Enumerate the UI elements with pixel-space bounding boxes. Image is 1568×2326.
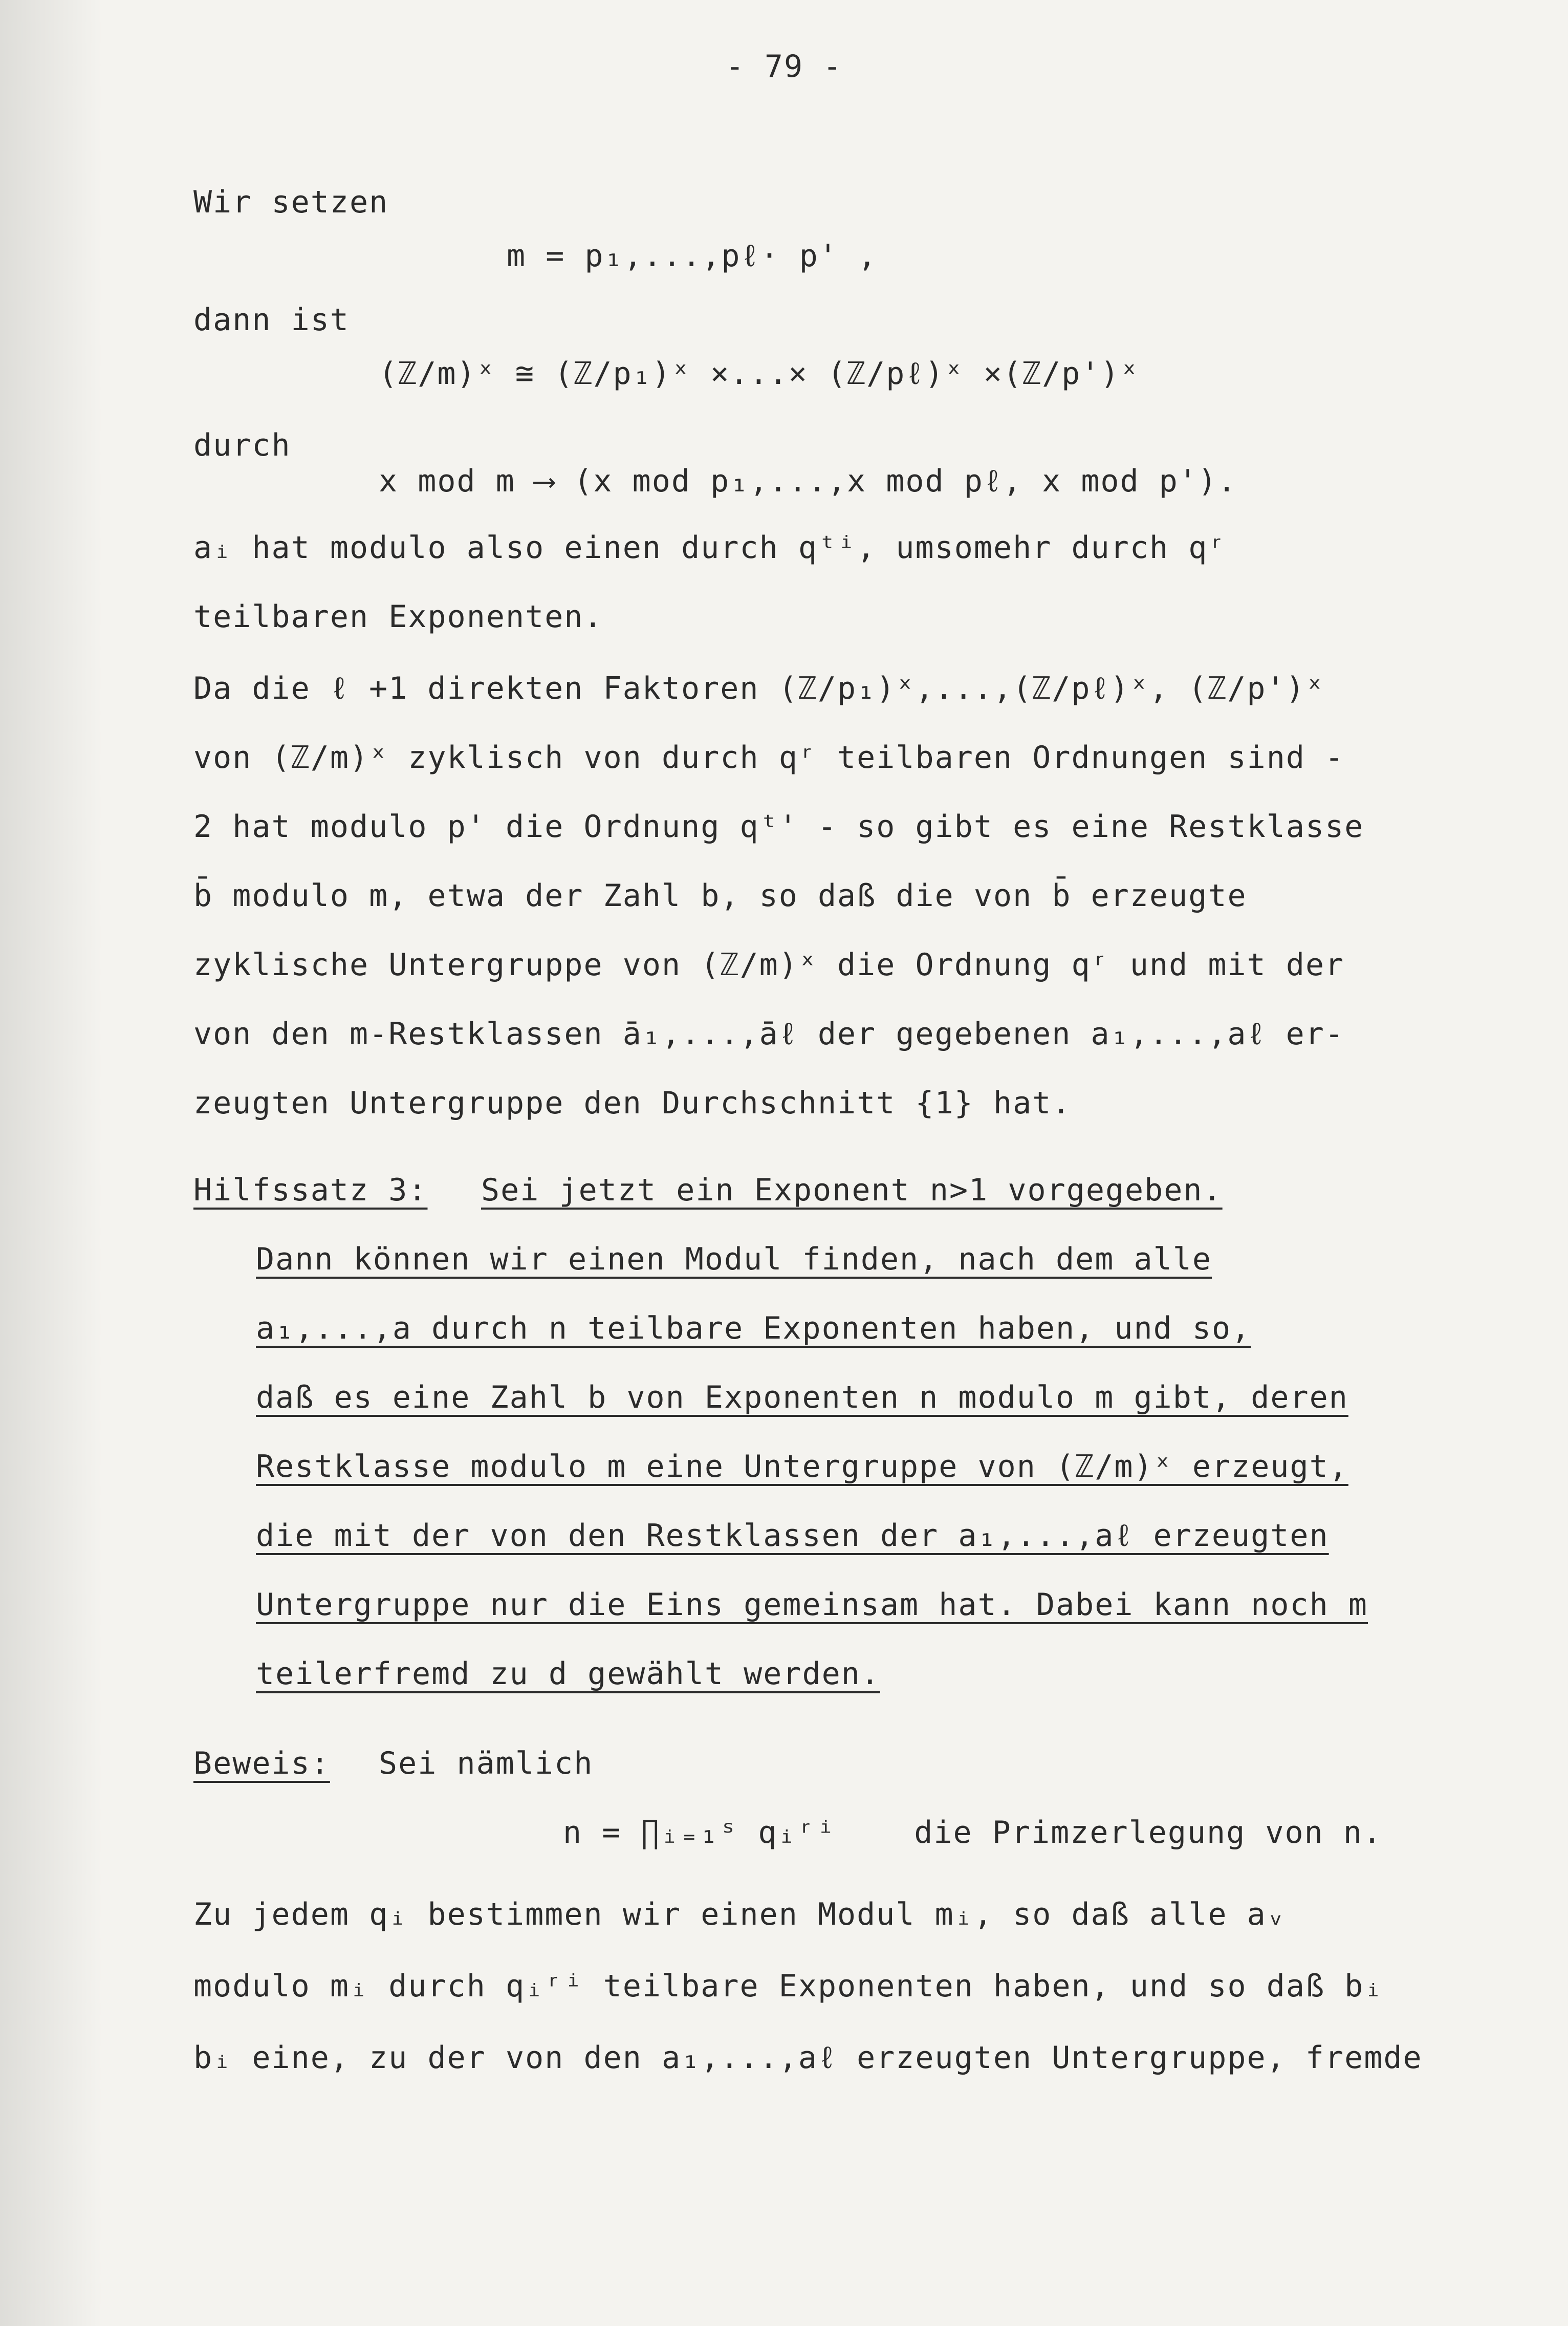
text-line: aᵢ hat modulo also einen durch qᵗⁱ, umsomehr durch qʳ — [193, 530, 1228, 566]
lemma-line: Restklasse modulo m eine Untergruppe von (ℤ/m)ˣ erzeugt, — [256, 1449, 1348, 1484]
formula-line: (ℤ/m)ˣ ≅ (ℤ/p₁)ˣ ×...× (ℤ/pℓ)ˣ ×(ℤ/p')ˣ — [379, 356, 1140, 392]
text-line: von den m-Restklassen ā₁,...,āℓ der gegebenen a₁,...,aℓ er- — [193, 1016, 1345, 1052]
text-line: Wir setzen — [193, 184, 389, 220]
lemma-line: daß es eine Zahl b von Exponenten n modulo m gibt, deren — [256, 1380, 1348, 1415]
text-line: dann ist — [193, 302, 350, 338]
lemma-line: die mit der von den Restklassen der a₁,...,aℓ erzeugten — [256, 1518, 1329, 1554]
text-line: Sei nämlich — [379, 1746, 594, 1781]
lemma-line: teilerfremd zu d gewählt werden. — [256, 1656, 880, 1692]
text-line: von (ℤ/m)ˣ zyklisch von durch qʳ teilbaren Ordnungen sind - — [193, 740, 1345, 776]
proof-label: Beweis: — [193, 1746, 330, 1781]
lemma-line: a₁,...,a durch n teilbare Exponenten haben, und so, — [256, 1310, 1251, 1346]
text-line: Zu jedem qᵢ bestimmen wir einen Modul mᵢ, so daß alle aᵥ — [193, 1897, 1286, 1932]
formula-line: x mod m ⟶ (x mod p₁,...,x mod pℓ, x mod p'). — [379, 463, 1237, 499]
text-line: teilbaren Exponenten. — [193, 599, 603, 635]
text-line: b̄ modulo m, etwa der Zahl b, so daß die von b̄ erzeugte — [193, 878, 1247, 914]
lemma-line: Sei jetzt ein Exponent n>1 vorgegeben. — [481, 1172, 1223, 1208]
text-line: durch — [193, 427, 291, 463]
scan-edge-shadow — [0, 0, 102, 2326]
lemma-label: Hilfssatz 3: — [193, 1172, 428, 1208]
text-line: bᵢ eine, zu der von den a₁,...,aℓ erzeugten Untergruppe, fremde — [193, 2040, 1423, 2076]
text-line: 2 hat modulo p' die Ordnung qᵗ' - so gibt es eine Restklasse — [193, 809, 1364, 845]
text-line: zyklische Untergruppe von (ℤ/m)ˣ die Ordnung qʳ und mit der — [193, 947, 1345, 983]
formula-line: n = ∏ᵢ₌₁ˢ qᵢʳⁱ die Primzerlegung von n. — [563, 1815, 1383, 1850]
formula-line: m = p₁,...,pℓ· p' , — [507, 238, 878, 274]
lemma-line: Untergruppe nur die Eins gemeinsam hat. Dabei kann noch m — [256, 1587, 1368, 1623]
text-line: Da die ℓ +1 direkten Faktoren (ℤ/p₁)ˣ,...,(ℤ/pℓ)ˣ, (ℤ/p')ˣ — [193, 671, 1325, 706]
text-line: modulo mᵢ durch qᵢʳⁱ teilbare Exponenten haben, und so daß bᵢ — [193, 1968, 1384, 2004]
text-line: zeugten Untergruppe den Durchschnitt {1} hat. — [193, 1085, 1072, 1121]
page-number: - 79 - — [725, 49, 843, 84]
lemma-line: Dann können wir einen Modul finden, nach dem alle — [256, 1241, 1212, 1277]
